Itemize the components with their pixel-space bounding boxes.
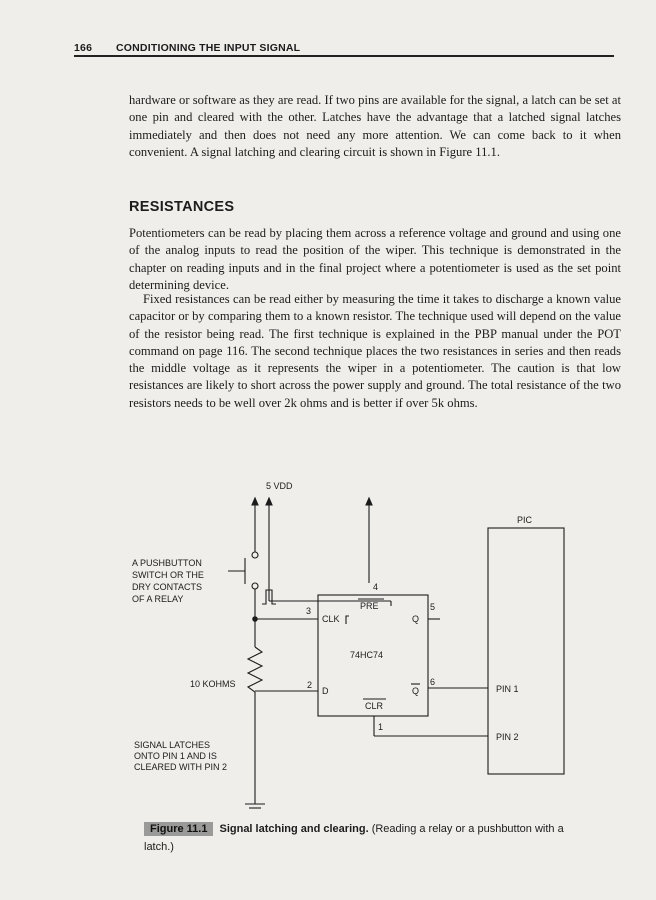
vdd-arrow-mid (266, 498, 272, 505)
switch-contact-top (252, 552, 258, 558)
qbar-pin-number: 6 (430, 677, 436, 687)
vdd-label: 5 VDD (266, 481, 293, 491)
note-line: CLEARED WITH PIN 2 (134, 762, 228, 772)
figure-title: Signal latching and clearing. (219, 823, 369, 835)
paragraph-text: Potentiometers can be read by placing them across a reference voltage and ground and using one of the analog inputs to read the position of the wiper. This technique is demonstrated in the chapter on reading inputs and in the final project where a potentiometer is used as the set point determining device. (129, 226, 621, 292)
paragraph-text: Fixed resistances can be read either by measuring the time it takes to discharge a known value capacitor or by comparing them to a known resistor. The technique used will depend on the value of the resistor being read. The first technique is explained in the PBP manual under the POT command on page 116. The second technique places the two resistances in series and then reads the middle voltage as it represents the wiper in a potentiometer. The caution is that low resistances are likely to short across the power supply and ground. The total resistance of the two resistors needs to be well over 2k ohms and is better if over 5k ohms. (129, 292, 621, 410)
clk-pin-label: CLK (322, 614, 340, 624)
page-number: 166 (74, 42, 93, 54)
running-title: CONDITIONING THE INPUT SIGNAL (116, 42, 301, 54)
intro-text: hardware or software as they are read. If two pins are available for the signal, a latch can be set at one pin and cleared with the other. Latches have the advantage that a latched signal latches immediately and then does not need any more attention. We can come back to it when convenient. A signal latching and clearing circuit is shown in Figure 11.1. (129, 93, 621, 159)
pic-pin1-label: PIN 1 (496, 684, 519, 694)
clr-pin-label: CLR (365, 701, 384, 711)
vcc-pin-number: 4 (373, 582, 379, 592)
header-rule (74, 55, 614, 57)
switch-contact-bottom (252, 583, 258, 589)
latch-circuit-diagram (128, 478, 573, 810)
resistor-label: 10 KOHMS (190, 679, 236, 689)
intro-paragraph (129, 92, 621, 161)
note-line: SIGNAL LATCHES (134, 740, 211, 750)
qbar-pin-label: Q (412, 686, 420, 696)
vdd-arrow-right (366, 498, 372, 505)
section-heading: RESISTANCES (129, 199, 235, 215)
q-pin-label: Q (412, 614, 420, 624)
resistances-paragraph-2 (129, 291, 621, 412)
figure-caption (144, 820, 584, 856)
vdd-arrow-left (252, 498, 258, 505)
figure-description: (Reading a relay or a pushbutton with a latch.) (144, 823, 564, 853)
switch-label-line: DRY CONTACTS (132, 582, 203, 592)
figure-label: Figure 11.1 (144, 822, 213, 836)
clk-edge-symbol (346, 616, 349, 624)
chip-name: 74HC74 (350, 650, 384, 660)
resistor-10k (248, 647, 262, 692)
pic-label: PIC (517, 515, 533, 525)
pre-pin-label: PRE (360, 601, 379, 611)
switch-label-line: SWITCH OR THE (132, 570, 204, 580)
switch-label-line: OF A RELAY (132, 594, 184, 604)
q-pin-number: 5 (430, 602, 436, 612)
clk-pin-number: 3 (306, 606, 312, 616)
note-line: ONTO PIN 1 AND IS (134, 751, 217, 761)
pic-pin2-label: PIN 2 (496, 732, 519, 742)
switch-label-line: A PUSHBUTTON (132, 558, 202, 568)
d-pin-label: D (322, 686, 329, 696)
d-pin-number: 2 (307, 680, 313, 690)
resistances-paragraph-1 (129, 225, 621, 294)
running-header (74, 40, 614, 56)
clr-pin-number: 1 (378, 722, 384, 732)
figure-11-1-schematic (128, 478, 573, 810)
